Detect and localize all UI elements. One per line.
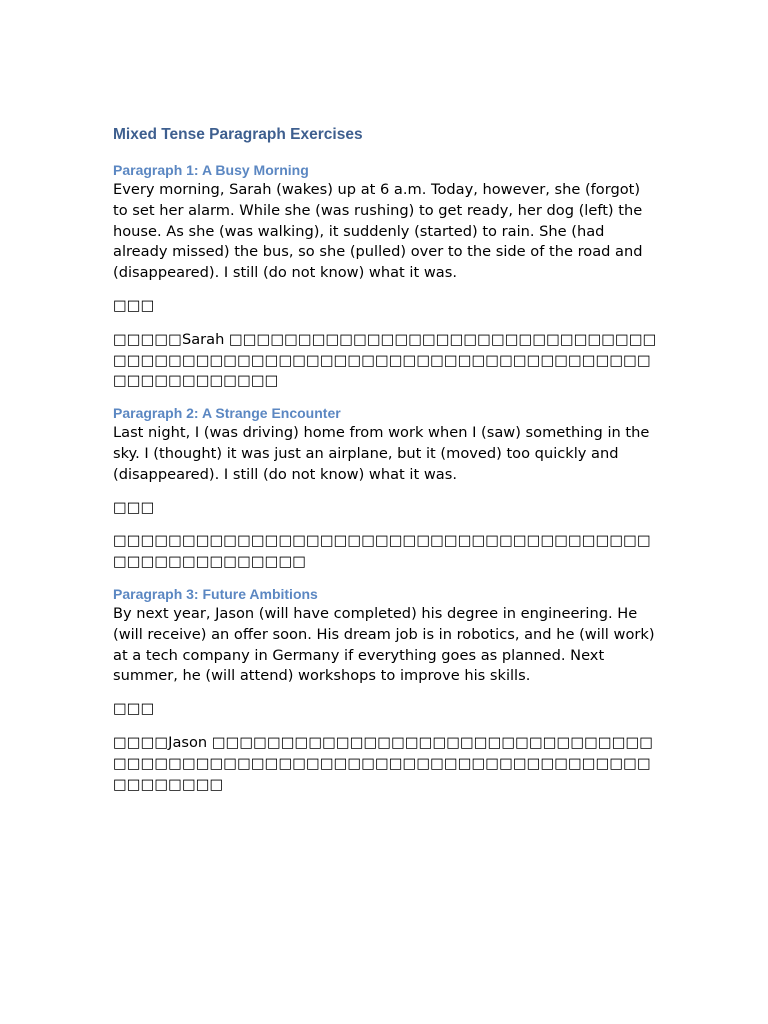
paragraph-section-3: [113, 585, 658, 795]
translation-label: □□□: [113, 700, 155, 718]
paragraph-body: Last night, I (was driving) home from work when I (saw) something in the sky. I (thought) it was just an airplane, but it (moved) too quickly and (disappeared). I still (do not know) what it was.: [113, 424, 650, 483]
paragraph-body: By next year, Jason (will have completed) his degree in engineering. He (will receive) an offer soon. His dream job is in robotics, and he (will work) at a tech company in Germany if everything goes as planned. Next summer, he (will attend) workshops to improve his skills.: [113, 604, 655, 685]
document-title: Mixed Tense Paragraph Exercises: [113, 126, 363, 143]
translation-text: □□□□Jason □□□□□□□□□□□□□□□□□□□□□□□□□□□□□□□□□□□□□□□□□□□□□□□□□□□□□□□□□□□□□□□□□□□□□□□□□□□□□□□: [113, 733, 654, 793]
paragraph-section-2: [113, 404, 658, 573]
translation-label: □□□: [113, 498, 155, 516]
paragraph-section-1: [113, 161, 658, 392]
paragraph-heading: Paragraph 2: A Strange Encounter: [113, 405, 341, 422]
paragraph-heading: Paragraph 3: Future Ambitions: [113, 585, 318, 602]
paragraph-body: Every morning, Sarah (wakes) up at 6 a.m. Today, however, she (forgot) to set her alarm. While she (was rushing) to get ready, her dog (left) the house. As she (was walking), it suddenly (started) to rain. She (had already missed) the bus, so she (pulled) over to the side of the road and (disappeared). I still (do not know) what it was.: [113, 181, 643, 282]
translation-text: □□□□□□□□□□□□□□□□□□□□□□□□□□□□□□□□□□□□□□□□□□□□□□□□□□□□□: [113, 532, 651, 571]
document-page: [113, 124, 658, 807]
paragraph-heading: Paragraph 1: A Busy Morning: [113, 162, 309, 178]
translation-label: □□□: [113, 296, 155, 314]
translation-text: □□□□□Sarah □□□□□□□□□□□□□□□□□□□□□□□□□□□□□□□□□□□□□□□□□□□□□□□□□□□□□□□□□□□□□□□□□□□□□□□□□□□□□□□□□□: [113, 330, 657, 390]
